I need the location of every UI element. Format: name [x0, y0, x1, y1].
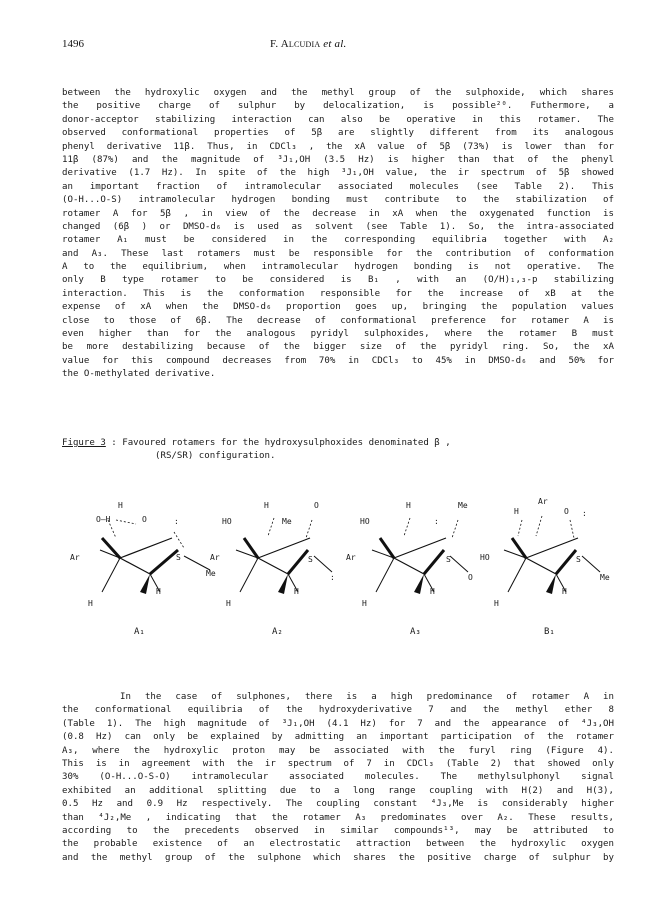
rotamer-figure [62, 480, 614, 640]
b1-h-br: H [562, 587, 567, 596]
text-line: the conformational equilibria of the hydroxyderivative 7 and the methyl ether 8 [62, 705, 614, 716]
text-line: (Table 1). The high magnitude of ³J₁,OH (4.1 Hz) for 7 and the appearance of ⁴J₃,OH [62, 718, 614, 729]
text-line: A₃, where the hydroxylic proton may be associated with the furyl ring (Figure 4). [62, 745, 614, 756]
a3-o: O [468, 573, 473, 582]
page-number: 1496 [62, 38, 84, 50]
rotamer-a1 [70, 501, 216, 637]
b1-s: S [576, 555, 581, 564]
running-title [270, 38, 346, 50]
a3-s: S [446, 555, 451, 564]
running-title-author: F. Alcudia [270, 38, 321, 50]
text-line: donor-acceptor stabilizing interaction can also be operative in this rotamer. The [62, 114, 614, 125]
body-paragraph-1 [62, 87, 614, 382]
body-paragraph-2 [62, 691, 614, 865]
text-line: (O-H...O-S) intramolecular hydrogen bonding must contribute to the stabilization of [62, 195, 614, 206]
a2-o: O [314, 501, 319, 510]
text-line: between the hydroxylic oxygen and the methyl group of the sulphoxide, which shares [62, 88, 614, 98]
text-line: changed (6β ) or DMSO-d₆ is used as solvent (see Table 1). So, the intra-associated [62, 221, 614, 232]
a3-ho: HO [360, 517, 370, 526]
rotamer-b1 [480, 497, 610, 637]
text-line: 0.5 Hz and 0.9 Hz respectively. The coupling constant ⁴J₃,Me is considerably higher [62, 799, 614, 810]
a1-oh: O—H [96, 515, 111, 524]
text-line: and A₃. These last rotamers must be responsible for the contribution of conformation [62, 248, 614, 259]
b1-lone-pair: : [582, 509, 587, 518]
text-line: according to the precedents observed in similar compounds¹³, may be attributed to [62, 825, 614, 836]
a1-s: S [176, 553, 181, 562]
text-line: derivative (1.7 Hz). In spite of the high ³J₁,OH value, the ir spectrum of 5β showed [62, 168, 614, 179]
a1-o: O [142, 515, 147, 524]
text-line: only B type rotamer to be considered is B₁ , with an (O/H)₁,₃-p stabilizing [62, 275, 614, 286]
text-line: rotamer A₁ must be considered in the corresponding equilibria together with A₂ [62, 235, 614, 246]
a1-h-top: H [118, 501, 123, 510]
text-line: phenyl derivative 11β. Thus, in CDCl₃ , the xA value of 5β (73%) is lower than for [62, 141, 614, 152]
text-line: 30% (O-H...O-S-O) intramolecular associated molecules. The methylsulphonyl signal [62, 772, 614, 783]
a3-h-bl: H [362, 599, 367, 608]
a3-label: A₃ [410, 627, 421, 637]
text-line: rotamer A for 5β , in view of the decrease in xA when the oxygenated function is [62, 208, 614, 219]
a1-h-br: H [156, 587, 161, 596]
a2-h-bl: H [226, 599, 231, 608]
a2-h-br: H [294, 587, 299, 596]
figure-caption-line-1: : Favoured rotamers for the hydroxysulphoxides denominated β , [105, 438, 451, 448]
b1-h-bl: H [494, 599, 499, 608]
a2-ar: Ar [210, 553, 220, 562]
a1-ar: Ar [70, 553, 80, 562]
text-line: and the methyl group of the sulphone which shares the positive charge of sulphur by [62, 852, 614, 863]
a1-label: A₁ [134, 627, 145, 637]
running-title-suffix: et al. [323, 38, 347, 50]
b1-ar-top: Ar [538, 497, 548, 506]
rotamer-a3 [346, 501, 473, 637]
text-line: an important fraction of intramolecular associated molecules (see Table 2). This [62, 181, 614, 192]
a2-h-top: H [264, 501, 269, 510]
a2-label: A₂ [272, 627, 283, 637]
text-line: In the case of sulphones, there is a high predominance of rotamer A in [120, 692, 614, 702]
b1-h-top: H [514, 507, 519, 516]
b1-me: Me [600, 573, 610, 582]
a3-lone-pair: : [434, 517, 439, 526]
a2-ho: HO [222, 517, 232, 526]
a1-lone-pair: : [174, 517, 179, 526]
text-line: even higher than for the analogous pyridyl sulphoxides, where the rotamer B must [62, 329, 614, 340]
text-line: exhibited an additional splitting due to a long range coupling with H(2) and H(3), [62, 785, 614, 796]
rotamer-structures [62, 480, 614, 640]
text-line: than ⁴J₂,Me , indicating that the rotamer A₃ predominates over A₂. These results, [62, 812, 614, 823]
b1-o: O [564, 507, 569, 516]
text-line: observed conformational properties of 5β are slightly different from its analogous [62, 128, 614, 139]
text-line: A to the equilibrium, when intramolecular hydrogen bonding is not operative. The [62, 262, 614, 273]
text-line: close to those of 6β. The decrease of conformational preference for rotamer A is [62, 315, 614, 326]
text-line: 11β (87%) and the magnitude of ³J₁,OH (3.5 Hz) is higher than that of the phenyl [62, 154, 614, 165]
text-line: (0.8 Hz) can only be explained by admitting an important participation of the rotamer [62, 732, 614, 743]
text-line: the probable existence of an electrostatic attraction between the hydroxylic oxygen [62, 839, 614, 850]
a2-s: S [308, 555, 313, 564]
text-line: be more destabilizing because of the bigger size of the pyridyl ring. So, the xA [62, 342, 614, 353]
figure-caption [62, 437, 451, 464]
text-line: value for this compound decreases from 70% in CDCl₃ to 45% in DMSO-d₆ and 50% for [62, 355, 614, 366]
a3-me: Me [458, 501, 468, 510]
a3-h-top: H [406, 501, 411, 510]
text-line: expense of xA when the DMSO-d₆ proportion goes up, bringing the population values [62, 302, 614, 313]
a1-h-bl: H [88, 599, 93, 608]
text-line: the positive charge of sulphur by delocalization, is possible²⁰. Futhermore, a [62, 101, 614, 112]
a2-lone-pair: : [330, 573, 335, 582]
b1-label: B₁ [544, 627, 555, 637]
rotamer-a2 [210, 501, 335, 637]
a3-h-br: H [430, 587, 435, 596]
text-line: This is in agreement with the ir spectrum of 7 in CDCl₃ (Table 2) that showed only [62, 758, 614, 769]
a3-ar: Ar [346, 553, 356, 562]
figure-caption-label: Figure 3 [62, 438, 106, 448]
text-line: the O-methylated derivative. [62, 369, 216, 380]
figure-caption-line-2: (RS/SR) configuration. [155, 451, 276, 462]
b1-ho: HO [480, 553, 490, 562]
a2-me: Me [282, 517, 292, 526]
text-line: interaction. This is the conformation responsible for the increase of xB at the [62, 288, 614, 299]
a1-me: Me [206, 569, 216, 578]
